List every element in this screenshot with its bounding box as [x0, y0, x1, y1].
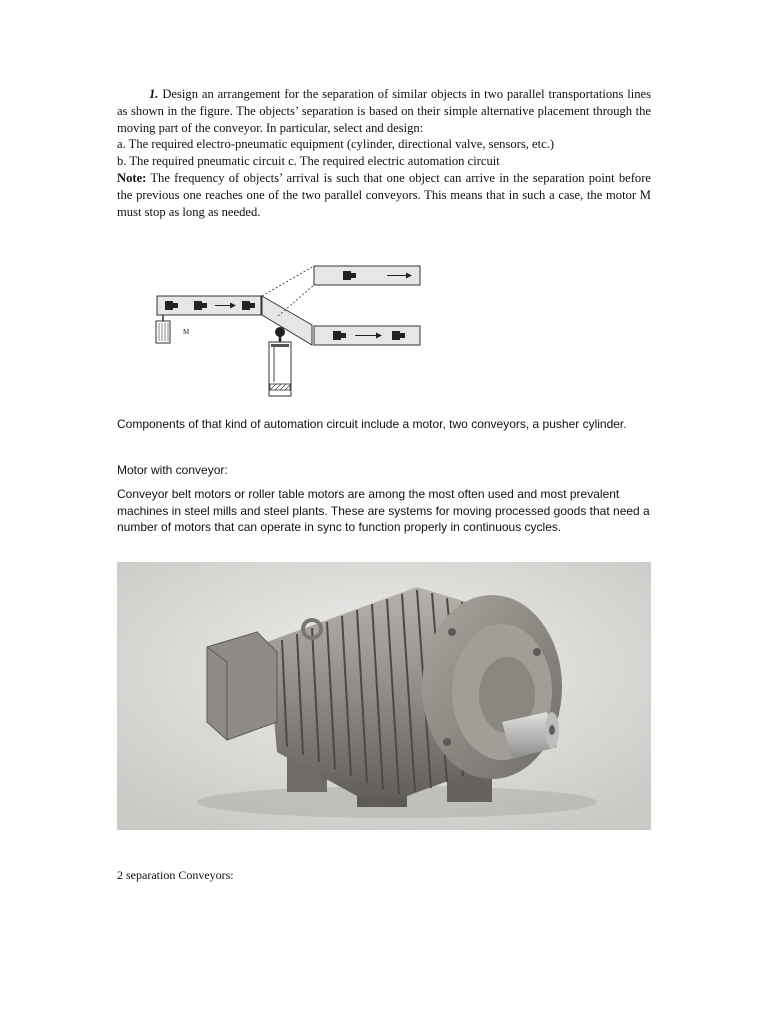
conveyor-separation-diagram: [150, 258, 430, 400]
moving-conveyor-section: [262, 296, 312, 345]
electric-motor-photo: [117, 562, 651, 830]
separation-conveyors-heading: [117, 867, 651, 884]
problem-intro: [117, 86, 651, 136]
components-text: Components of that kind of automation circuit include a motor, two conveyors, a pusher cylinder.: [117, 417, 627, 431]
motor-paragraph-text: Conveyor belt motors or roller table motors are among the most often used and most prevalent machines in steel mills and steel plants. These are systems for moving processed goods that need a number of motors that can operate in sync to function properly in continuous cycles.: [117, 487, 650, 535]
pusher-cylinder: [269, 342, 291, 396]
motor-heading-text: Motor with conveyor:: [117, 463, 228, 477]
motor-m: [156, 315, 170, 343]
note-text: The frequency of objects’ arrival is such that one object can arrive in the separation point before the previous one reaches one of the two parallel conveyors. This means that in such a case, the motor M must stop as long as needed.: [117, 170, 651, 219]
requirement-a: a. The required electro-pneumatic equipment (cylinder, directional valve, sensors, etc.): [117, 137, 555, 152]
components-paragraph: [117, 416, 651, 433]
separation-heading-text: 2 separation Conveyors:: [117, 868, 234, 882]
problem-intro-text: Design an arrangement for the separation of similar objects in two parallel transportations lines as shown in the figure. The objects’ separation is based on their simple alternative placement through the moving part of the conveyor. In particular, select and design:: [117, 87, 651, 135]
problem-number: 1.: [149, 87, 159, 101]
requirement-bc: b. The required pneumatic circuit c. The required electric automation circuit: [117, 154, 500, 169]
note-label: Note:: [117, 170, 147, 185]
problem-note: [117, 170, 651, 220]
motor-label: M: [183, 328, 190, 336]
motor-heading: [117, 462, 651, 479]
motor-paragraph: [117, 486, 651, 536]
problem-statement: [117, 86, 651, 220]
